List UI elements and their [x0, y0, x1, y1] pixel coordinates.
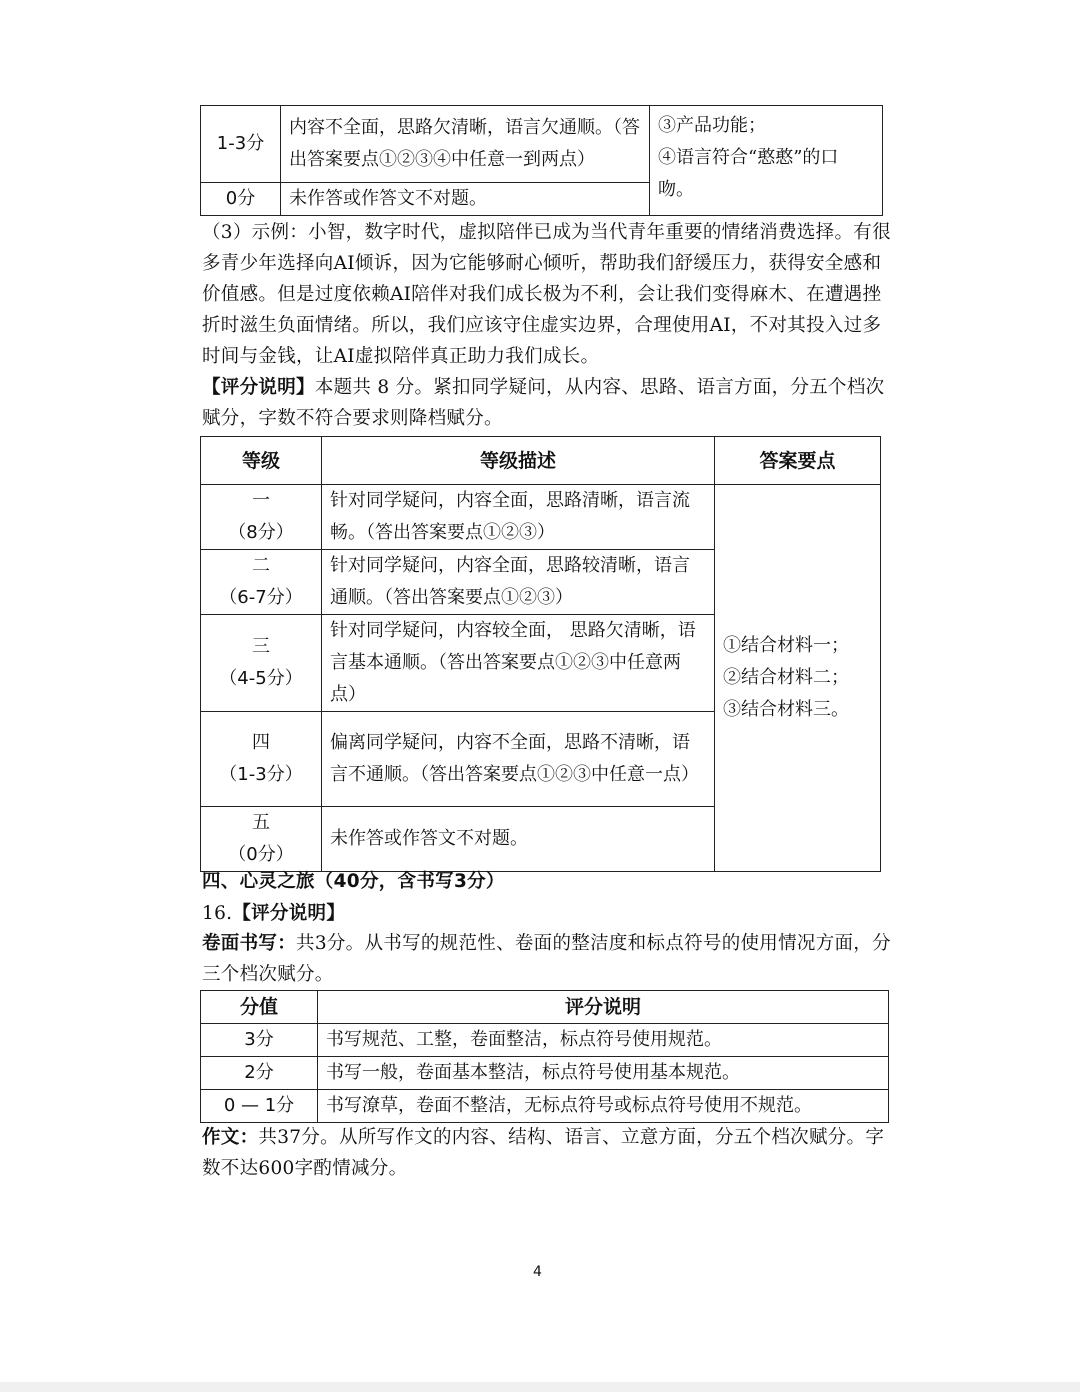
- desc-cell: 未作答或作答文不对题。: [322, 807, 715, 872]
- q16-number: 16.: [202, 903, 233, 924]
- scoring-label: 【评分说明】: [202, 377, 315, 398]
- level-cell: [201, 485, 322, 550]
- q3-example: （3）示例：小智，数字时代，虚拟陪伴已成为当代青年重要的情绪消费选择。有很多青少年选择向AI倾诉，因为它能够耐心倾听，帮助我们舒缓压力，获得安全感和价值感。但是过度依赖AI陪伴对我们成长极为不利，会让我们变得麻木、在遭遇挫折时滋生负面情绪。所以，我们应该守住虚实边界，合理使用AI，不对其投入过多时间与金钱，让AI虚拟陪伴真正助力我们成长。: [202, 222, 891, 367]
- scoring-text: 本题共 8 分。紧扣同学疑问，从内容、思路、语言方面，分五个档次赋分，字数不符合要求则降档赋分。: [202, 377, 885, 429]
- header-points: 答案要点: [715, 437, 881, 485]
- answer-points-cell: [715, 485, 881, 872]
- level-cell: [201, 550, 322, 615]
- q16-label: 【评分说明】: [232, 903, 346, 924]
- header-description: 等级描述: [322, 437, 715, 485]
- level-score: （8分）: [228, 522, 294, 543]
- desc-cell: 针对同学疑问，内容较全面， 思路欠清晰，语言基本通顺。（答出答案要点①②③中任意两点）: [322, 615, 715, 712]
- handwriting-label: 卷面书写：: [202, 933, 297, 954]
- level-cell: [201, 712, 322, 807]
- score-cell: 3分: [201, 1024, 318, 1057]
- level-cell: [201, 615, 322, 712]
- q16-heading: [202, 898, 892, 929]
- point-item: ④语言符合“憨憨”的口吻。: [658, 147, 839, 200]
- answer-point: ③结合材料三。: [723, 699, 849, 720]
- header-note: 评分说明: [318, 991, 889, 1024]
- level-score: （6-7分）: [219, 587, 303, 608]
- desc-cell: 偏离同学疑问，内容不全面，思路不清晰，语言不通顺。（答出答案要点①②③中任意一点）: [322, 712, 715, 807]
- desc-cell: 针对同学疑问，内容全面，思路较清晰，语言通顺。（答出答案要点①②③）: [322, 550, 715, 615]
- level-name: 四: [252, 732, 270, 753]
- point-item: ③产品功能；: [658, 115, 766, 136]
- desc-cell: 书写规范、工整，卷面整洁，标点符号使用规范。: [318, 1024, 889, 1057]
- desc-cell: 未作答或作答文不对题。: [281, 183, 650, 216]
- score-cell: 0分: [201, 183, 281, 216]
- level-name: 一: [252, 490, 270, 511]
- level-score: （0分）: [228, 844, 294, 865]
- handwriting-table: [200, 990, 889, 1123]
- answer-point: ②结合材料二；: [723, 667, 849, 688]
- section-title: 四、心灵之旅（40分，含书写3分）: [202, 871, 505, 892]
- level-name: 二: [252, 555, 270, 576]
- top-score-table: [200, 105, 883, 216]
- bottom-divider: [0, 1382, 1080, 1392]
- essay-note: [202, 1122, 892, 1184]
- level-cell: [201, 807, 322, 872]
- desc-cell: 内容不全面，思路欠清晰，语言欠通顺。（答出答案要点①②③④中任意一到两点）: [281, 106, 650, 183]
- level-name: 三: [252, 636, 270, 657]
- level-name: 五: [252, 812, 270, 833]
- handwriting-note: [202, 928, 892, 990]
- header-score: 分值: [201, 991, 318, 1024]
- desc-cell: 书写一般，卷面基本整洁，标点符号使用基本规范。: [318, 1057, 889, 1090]
- level-score: （4-5分）: [219, 668, 303, 689]
- desc-cell: 书写潦草，卷面不整洁，无标点符号或标点符号使用不规范。: [318, 1090, 889, 1123]
- header-level: 等级: [201, 437, 322, 485]
- desc-cell: 针对同学疑问，内容全面，思路清晰，语言流畅。（答出答案要点①②③）: [322, 485, 715, 550]
- level-score: （1-3分）: [219, 764, 303, 785]
- score-cell: 0 — 1分: [201, 1090, 318, 1123]
- essay-text: 共37分。从所写作文的内容、结构、语言、立意方面，分五个档次赋分。字数不达600字酌情减分。: [202, 1127, 885, 1179]
- q3-scoring-note: [202, 372, 892, 434]
- handwriting-text: 共3分。从书写的规范性、卷面的整洁度和标点符号的使用情况方面，分三个档次赋分。: [202, 933, 891, 985]
- grade-table: [200, 436, 881, 872]
- points-cell: [650, 106, 883, 216]
- essay-label: 作文：: [202, 1127, 259, 1148]
- answer-point: ①结合材料一；: [723, 635, 849, 656]
- score-cell: 1-3分: [201, 106, 281, 183]
- page-number: 4: [533, 1264, 542, 1280]
- score-cell: 2分: [201, 1057, 318, 1090]
